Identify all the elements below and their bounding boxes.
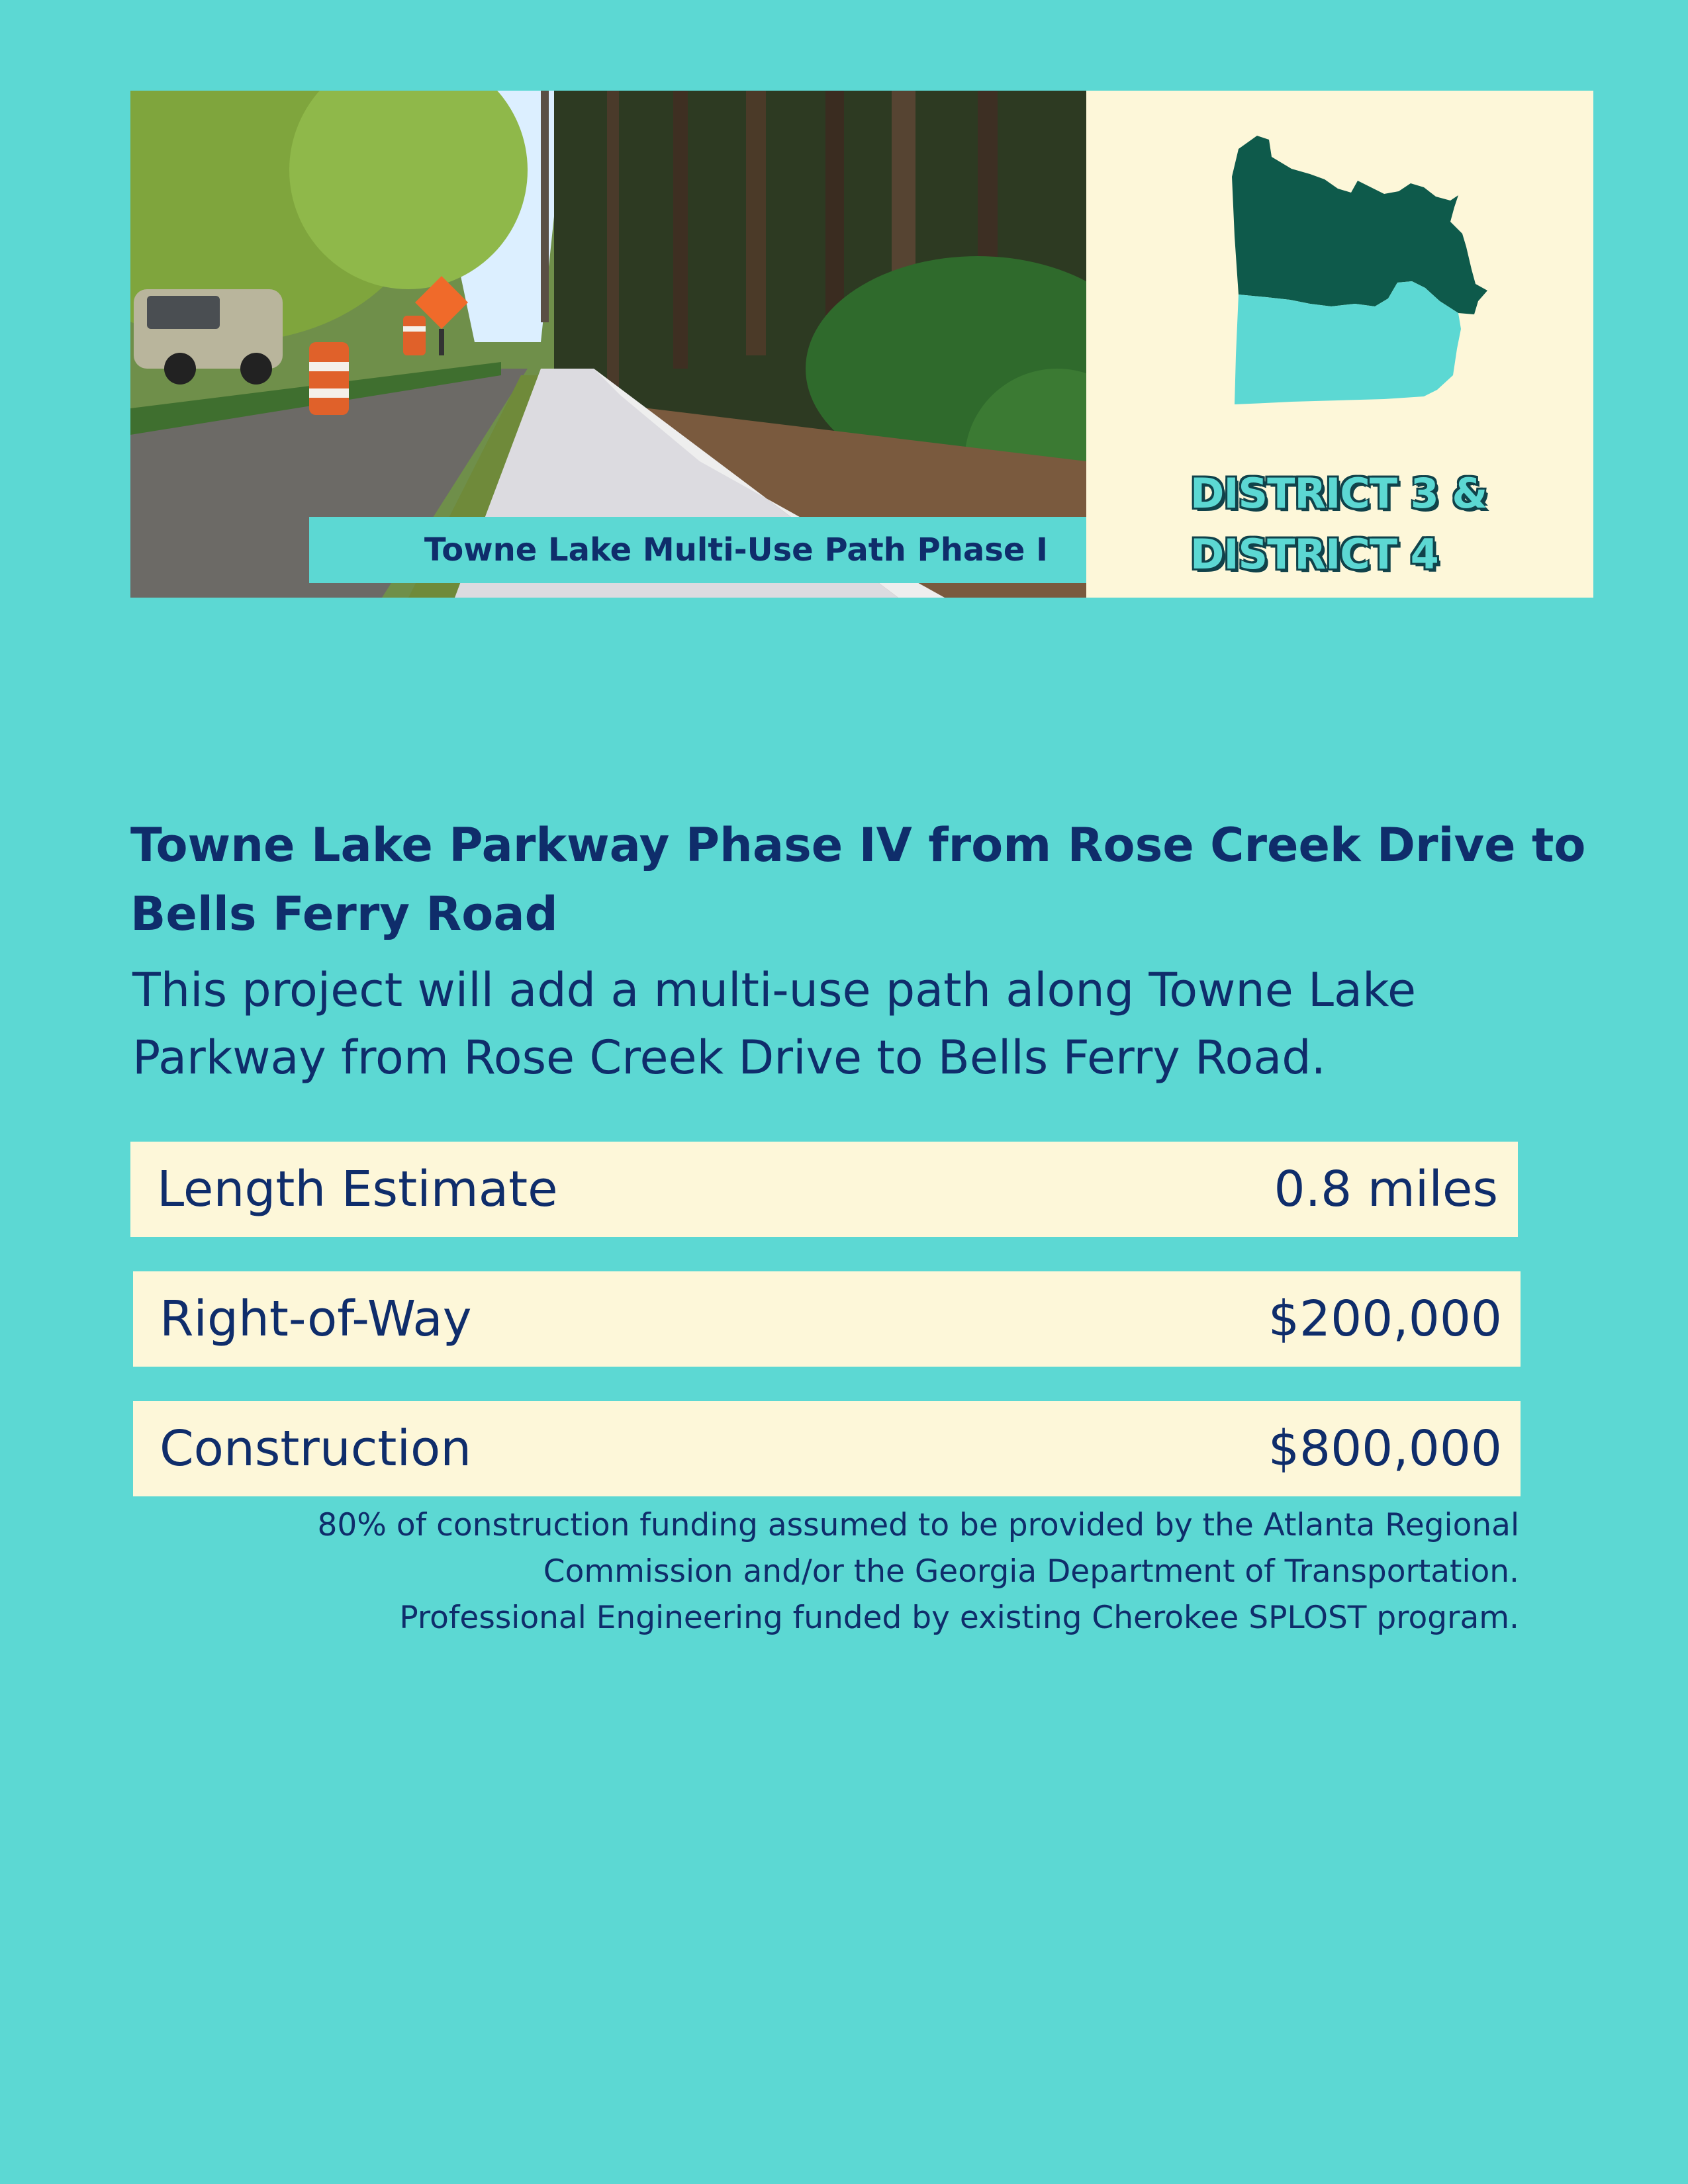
footnote-line-3: Professional Engineering funded by existing Cherokee SPLOST program. <box>399 1600 1519 1636</box>
hero-banner <box>130 91 1593 598</box>
project-photo <box>130 91 1086 598</box>
length-estimate-value: 0.8 miles <box>1274 1161 1498 1218</box>
district-label <box>1190 463 1487 585</box>
length-estimate-row <box>130 1142 1518 1237</box>
photo-caption: Towne Lake Multi-Use Path Phase I <box>309 517 1086 583</box>
district-line-1: DISTRICT 3 & <box>1190 469 1487 518</box>
district-line-2: DISTRICT 4 <box>1190 530 1438 578</box>
funding-footnote <box>165 1502 1519 1641</box>
project-title: Towne Lake Parkway Phase IV from Rose Creek Drive to Bells Ferry Road <box>130 818 1586 941</box>
district-panel <box>1086 91 1593 598</box>
right-of-way-value: $200,000 <box>1268 1291 1502 1347</box>
right-of-way-label: Right-of-Way <box>160 1291 472 1347</box>
district-3-region <box>1232 136 1487 314</box>
footnote-line-2: Commission and/or the Georgia Department of Transportation. <box>543 1553 1519 1590</box>
construction-label: Construction <box>160 1420 472 1477</box>
project-description: This project will add a multi-use path along Towne Lake Parkway from Rose Creek Drive to Bells Ferry Road. <box>132 963 1417 1085</box>
county-district-map <box>1225 130 1490 441</box>
construction-value: $800,000 <box>1268 1420 1502 1477</box>
construction-row <box>133 1401 1521 1496</box>
length-estimate-label: Length Estimate <box>157 1161 558 1218</box>
footnote-line-1: 80% of construction funding assumed to be provided by the Atlanta Regional <box>317 1507 1519 1543</box>
right-of-way-row <box>133 1271 1521 1367</box>
